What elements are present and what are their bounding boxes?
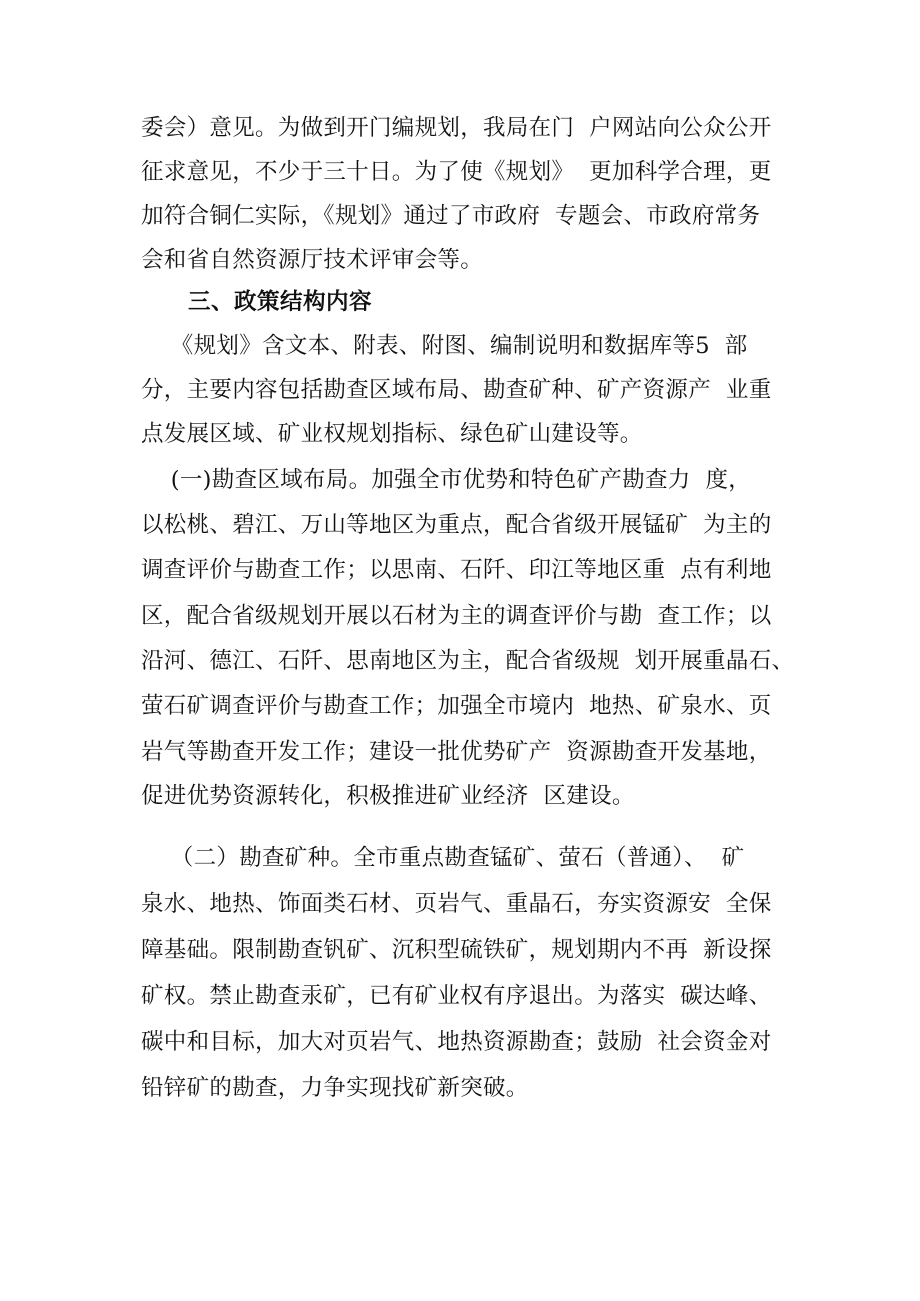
- text-line: 调查评价与勘查工作；以思南、石阡、印江等地区重 点有利地: [141, 557, 772, 583]
- text-line: 矿权。禁止勘查汞矿，已有矿业权有序退出。为落实 碳达峰、: [141, 983, 772, 1009]
- text-line: 障基础。限制勘查钒矿、沉积型硫铁矿，规划期内不再 新设探: [141, 937, 772, 963]
- text-line: 区，配合省级规划开展以石材为主的调查评价与勘 查工作；以: [141, 603, 772, 629]
- text-line: 以松桃、碧江、万山等地区为重点，配合省级开展锰矿 为主的: [141, 512, 772, 538]
- text-line: 分，主要内容包括勘查区域布局、勘查矿种、矿产资源产 业重: [141, 377, 772, 403]
- text-line: 促进优势资源转化，积极推进矿业经济 区建设。: [141, 783, 635, 809]
- text-line: 加符合铜仁实际，《规划》通过了市政府 专题会、市政府常务: [141, 203, 761, 229]
- text-line: (一)勘查区域布局。加强全市优势和特色矿产勘查力 度，: [141, 467, 752, 493]
- text-line: 会和省自然资源厅技术评审会等。: [141, 247, 484, 273]
- text-line: 萤石矿调查评价与勘查工作；加强全市境内 地热、矿泉水、页: [141, 693, 772, 719]
- text-line: 碳中和目标，加大对页岩气、地热资源勘查；鼓励 社会资金对: [141, 1029, 772, 1055]
- section-heading: 三、政策结构内容: [188, 289, 373, 315]
- text-line: 岩气等勘查开发工作；建设一批优势矿产 资源勘查开发基地，: [141, 739, 772, 765]
- text-line: 委会）意见。为做到开门编规划，我局在门 户网站向公众公开: [141, 115, 772, 141]
- text-line: 征求意见，不少于三十日。为了使《规划》 更加科学合理，更: [141, 159, 772, 185]
- text-line: 沿河、德江、石阡、思南地区为主，配合省级规 划开展重晶石、: [141, 648, 795, 674]
- text-line: （二）勘查矿种。全市重点勘查锰矿、萤石（普通）、 矿: [141, 845, 745, 871]
- text-line: 铅锌矿的勘查，力争实现找矿新突破。: [141, 1075, 529, 1101]
- text-line: 点发展区域、矿业权规划指标、绿色矿山建设等。: [141, 421, 643, 447]
- text-line: 泉水、地热、饰面类石材、页岩气、重晶石，夯实资源安 全保: [141, 891, 772, 917]
- text-line: 《规划》含文本、附表、附图、编制说明和数据库等5 部: [141, 333, 748, 359]
